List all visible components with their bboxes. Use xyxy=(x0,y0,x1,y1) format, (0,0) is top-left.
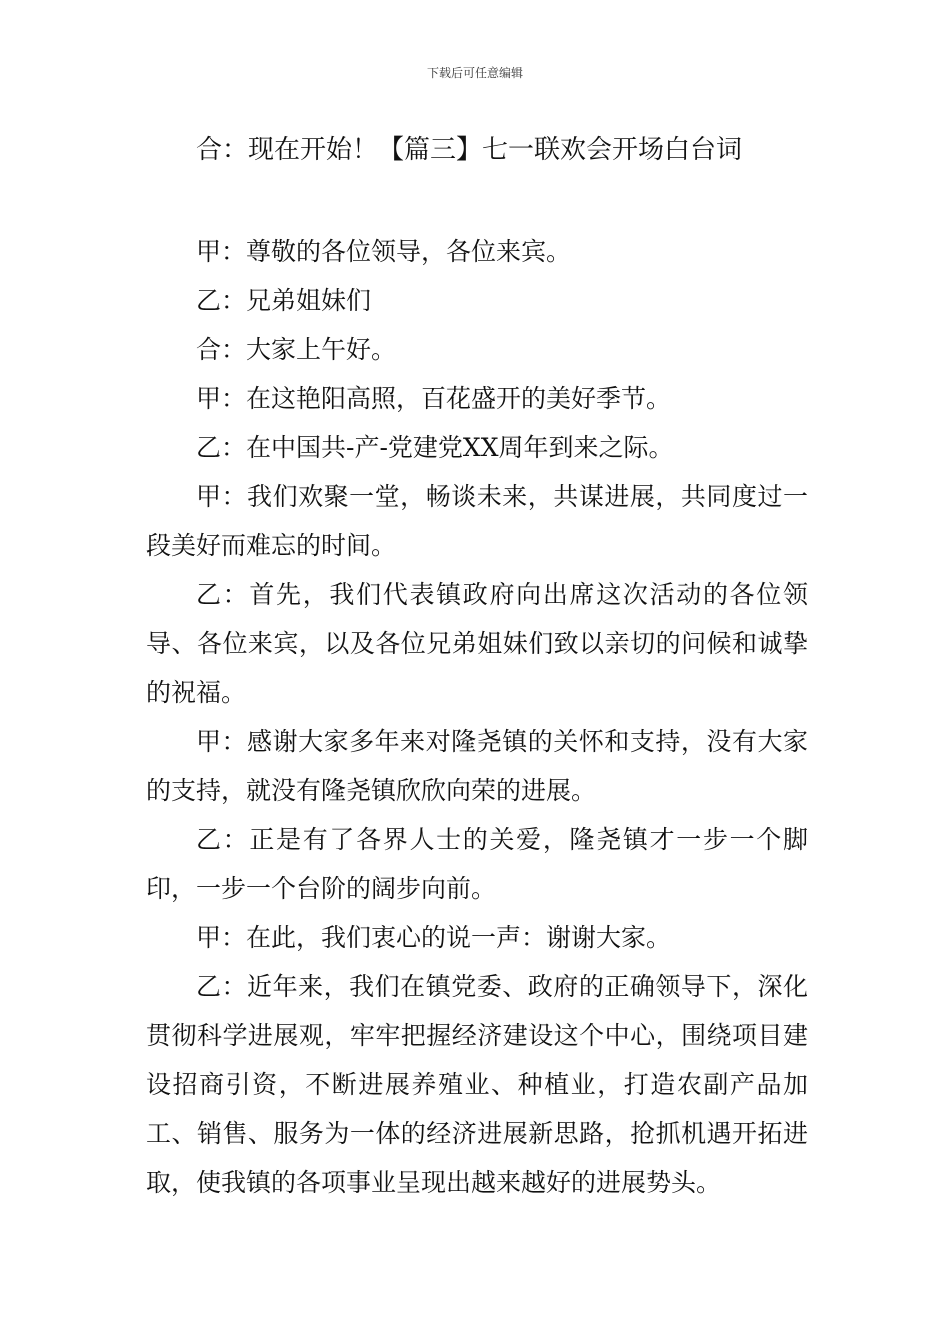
paragraph: 甲：感谢大家多年来对隆尧镇的关怀和支持，没有大家的支持，就没有隆尧镇欣欣向荣的进展。 xyxy=(146,727,808,805)
paragraph: 乙：近年来，我们在镇党委、政府的正确领导下，深化贯彻科学进展观，牢牢把握经济建设这个中心，围绕项目建设招商引资，不断进展养殖业、种植业，打造农副产品加工、销售、服务为一体的经济进展新思路，抢抓机遇开拓进取，使我镇的各项事业呈现出越来越好的进展势头。 xyxy=(146,972,808,1197)
paragraph: 乙：首先，我们代表镇政府向出席这次活动的各位领导、各位来宾，以及各位兄弟姐妹们致以亲切的问候和诚挚的祝福。 xyxy=(146,580,808,707)
paragraph: 乙：正是有了各界人士的关爱，隆尧镇才一步一个脚印，一步一个台阶的阔步向前。 xyxy=(146,825,808,903)
paragraph: 合：大家上午好。 xyxy=(196,335,397,364)
paragraph: 甲：在此，我们衷心的说一声：谢谢大家。 xyxy=(196,923,672,952)
document-body xyxy=(146,227,808,1207)
paragraph: 甲：尊敬的各位领导，各位来宾。 xyxy=(196,237,572,266)
paragraph: 甲：在这艳阳高照，百花盛开的美好季节。 xyxy=(196,384,672,413)
paragraph: 乙：兄弟姐妹们 xyxy=(196,286,372,315)
paragraph: 乙：在中国共-产-党建党XX周年到来之际。 xyxy=(196,433,674,462)
header-note: 下载后可任意编辑 xyxy=(426,66,523,80)
page-title: 合：现在开始！【篇三】七一联欢会开场白台词 xyxy=(196,135,743,165)
paragraph: 甲：我们欢聚一堂，畅谈未来，共谋进展，共同度过一段美好而难忘的时间。 xyxy=(146,482,808,560)
